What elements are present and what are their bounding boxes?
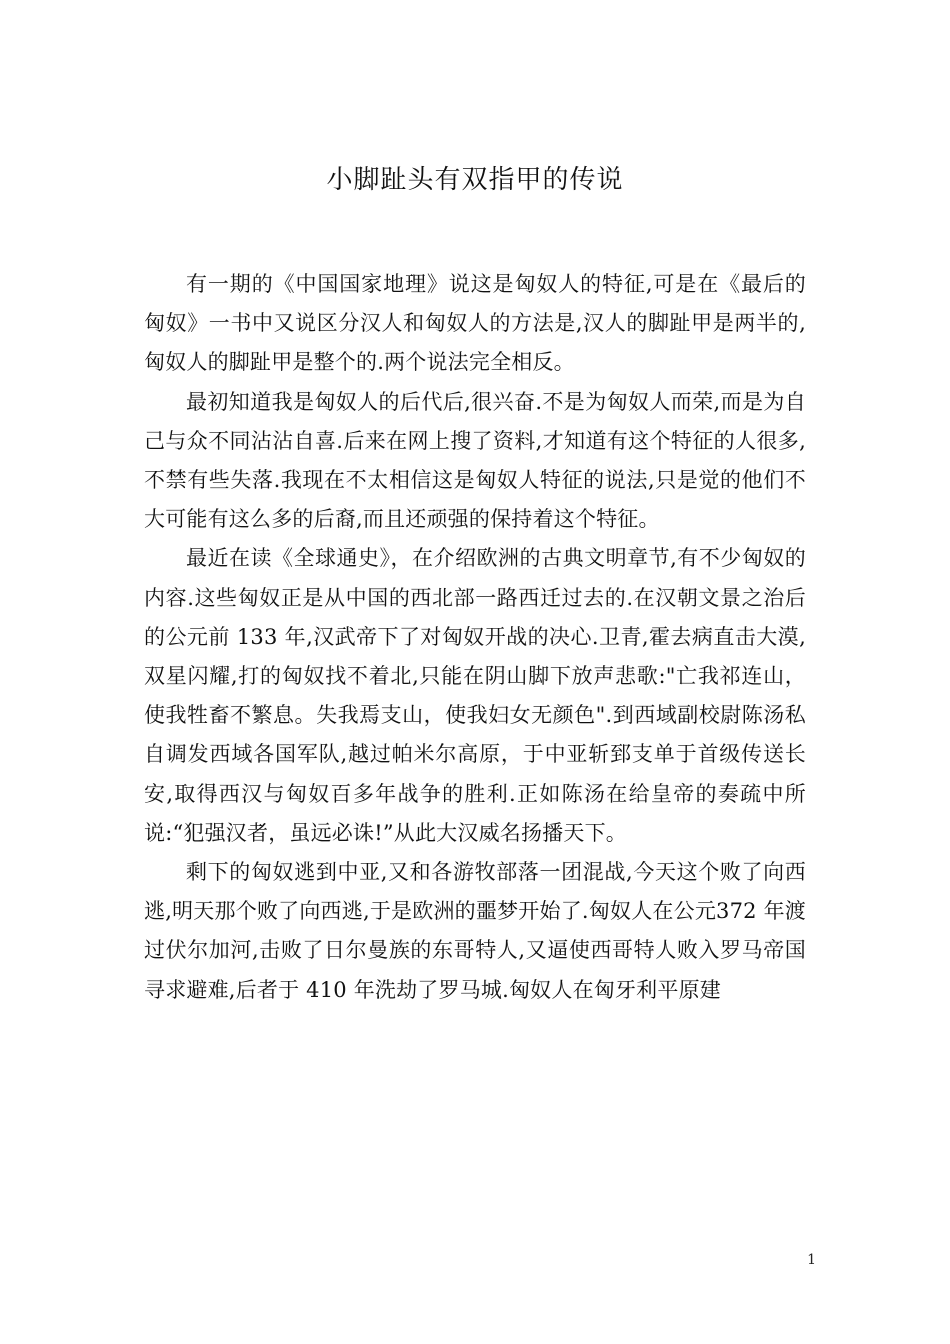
document-body	[144, 265, 806, 1010]
paragraph-1: 有一期的《中国国家地理》说这是匈奴人的特征,可是在《最后的匈奴》一书中又说区分汉人和匈奴人的方法是,汉人的脚趾甲是两半的,匈奴人的脚趾甲是整个的.两个说法完全相反。	[144, 272, 806, 375]
paragraph-2: 最初知道我是匈奴人的后代后,很兴奋.不是为匈奴人而荣,而是为自己与众不同沾沾自喜.后来在网上搜了资料,才知道有这个特征的人很多,不禁有些失落.我现在不太相信这是匈奴人特征的说法,只是觉的他们不大可能有这么多的后裔,而且还顽强的保持着这个特征。	[144, 389, 806, 532]
paragraph-3: 最近在读《全球通史》，在介绍欧洲的古典文明章节,有不少匈奴的内容.这些匈奴正是从中国的西北部一路西迁过去的.在汉朝文景之治后的公元前 133 年,汉武帝下了对匈奴开战的决心.卫青,霍去病直击大漠,双星闪耀,打的匈奴找不着北,只能在阴山脚下放声悲歌:"亡我祁连山，使我牲畜不繁息。失我焉支山，使我妇女无颜色".到西域副校尉陈汤私自调发西域各国军队,越过帕米尔高原，于中亚斩郅支单于首级传送长安,取得西汉与匈奴百多年战争的胜利.正如陈汤在给皇帝的奏疏中所说:“犯强汉者，虽远必诛!”从此大汉威名扬播天下。	[144, 546, 806, 845]
paragraph-4: 剩下的匈奴逃到中亚,又和各游牧部落一团混战,今天这个败了向西逃,明天那个败了向西逃,于是欧洲的噩梦开始了.匈奴人在公元372 年渡过伏尔加河,击败了日尔曼族的东哥特人,又逼使西哥特人败入罗马帝国寻求避难,后者于 410 年洗劫了罗马城.匈奴人在匈牙利平原建	[144, 860, 806, 1002]
document-title: 小脚趾头有双指甲的传说	[326, 165, 624, 195]
page-number: 1	[807, 1252, 816, 1268]
